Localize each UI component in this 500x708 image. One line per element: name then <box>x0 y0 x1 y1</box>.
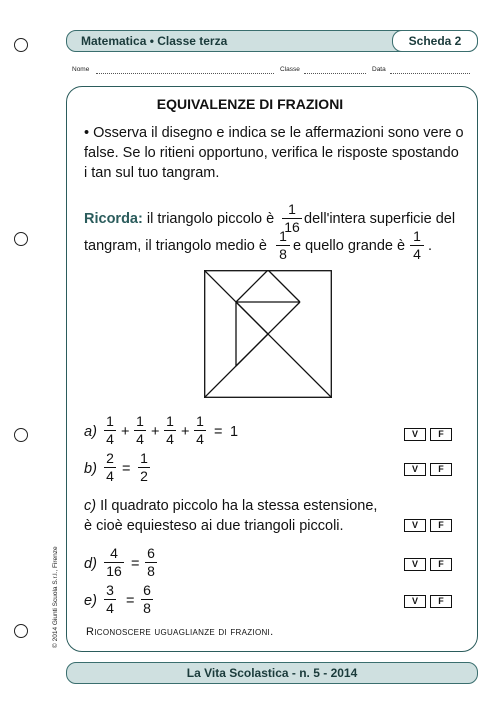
name-label: Nome <box>72 66 90 73</box>
class-label: Classe <box>280 66 300 73</box>
reminder-line-2-mid: e quello grande è <box>293 238 406 254</box>
item-a-frac-3: 1 4 <box>164 414 176 447</box>
fraction-small-triangle: 1 16 <box>282 202 302 235</box>
item-b-label: b) <box>84 461 97 477</box>
item-d-frac-2: 6 8 <box>145 546 157 579</box>
item-e-frac-1: 3 4 <box>104 583 116 616</box>
header-bar <box>66 30 478 52</box>
item-c-line-1: c) Il quadrato piccolo ha la stessa estensione, <box>84 498 378 514</box>
item-e-label: e) <box>84 593 97 609</box>
item-c-label: c) <box>84 498 97 514</box>
false-box-b[interactable]: F <box>430 463 452 476</box>
true-box-b[interactable]: V <box>404 463 426 476</box>
true-box-d[interactable]: V <box>404 558 426 571</box>
false-box-d[interactable]: F <box>430 558 452 571</box>
false-box-e[interactable]: F <box>430 595 452 608</box>
false-box-c[interactable]: F <box>430 519 452 532</box>
date-label: Data <box>372 66 386 73</box>
item-c-line-2: è cioè equiesteso ai due triangoli piccoli. <box>84 518 344 534</box>
binder-hole-4 <box>14 624 28 638</box>
binder-hole-3 <box>14 428 28 442</box>
vf-e <box>404 595 452 607</box>
vf-d <box>404 558 452 570</box>
page-title: EQUIVALENZE DI FRAZIONI <box>156 96 344 112</box>
vf-b <box>404 463 452 475</box>
tangram-parallelogram-edge <box>236 270 268 302</box>
true-box-c[interactable]: V <box>404 519 426 532</box>
item-d-frac-1: 4 16 <box>104 546 124 579</box>
subject-title: Matematica • Classe terza <box>81 34 228 48</box>
true-box-e[interactable]: V <box>404 595 426 608</box>
item-b-frac-2: 1 2 <box>138 451 150 484</box>
tangram-square-top <box>236 302 268 334</box>
reminder-line-1: Ricorda: il triangolo piccolo è <box>84 211 275 227</box>
binder-hole-2 <box>14 232 28 246</box>
item-a-frac-1: 1 4 <box>104 414 116 447</box>
vf-c <box>404 519 452 531</box>
learning-goal: Riconoscere uguaglianze di frazioni. <box>86 626 274 638</box>
instruction-text: • Osserva il disegno e indica se le affermazioni sono vere o false. Se lo ritieni opportuno, verifica le risposte spostando i tan sul tuo tangram. <box>84 125 464 181</box>
reminder-line-1-end: dell'intera superficie del <box>304 211 456 227</box>
item-e-frac-2: 6 8 <box>141 583 153 616</box>
item-a-result: 1 <box>230 424 239 440</box>
tangram-figure <box>204 270 332 398</box>
tangram-parallelogram-edge-2 <box>268 270 300 302</box>
reminder-label: Ricorda: <box>84 211 143 227</box>
fraction-medium-triangle: 1 8 <box>276 229 290 262</box>
class-field[interactable] <box>304 73 366 74</box>
item-d-label: d) <box>84 556 97 572</box>
false-box-a[interactable]: F <box>430 428 452 441</box>
fraction-large-triangle: 1 4 <box>410 229 424 262</box>
name-field[interactable] <box>96 73 274 74</box>
item-a-frac-4: 1 4 <box>194 414 206 447</box>
item-a-frac-2: 1 4 <box>134 414 146 447</box>
reminder-line-2: tangram, il triangolo medio è <box>84 238 267 254</box>
item-b-frac-1: 2 4 <box>104 451 116 484</box>
date-field[interactable] <box>390 73 470 74</box>
footer-bar: La Vita Scolastica - n. 5 - 2014 <box>66 662 478 684</box>
true-box-a[interactable]: V <box>404 428 426 441</box>
sheet-label: Scheda 2 <box>392 30 478 52</box>
vf-a <box>404 428 452 440</box>
copyright-note: © 2014 Giunti Scuola S.r.l., Firenze <box>52 546 59 648</box>
binder-hole-1 <box>14 38 28 52</box>
item-a-label: a) <box>84 424 97 440</box>
